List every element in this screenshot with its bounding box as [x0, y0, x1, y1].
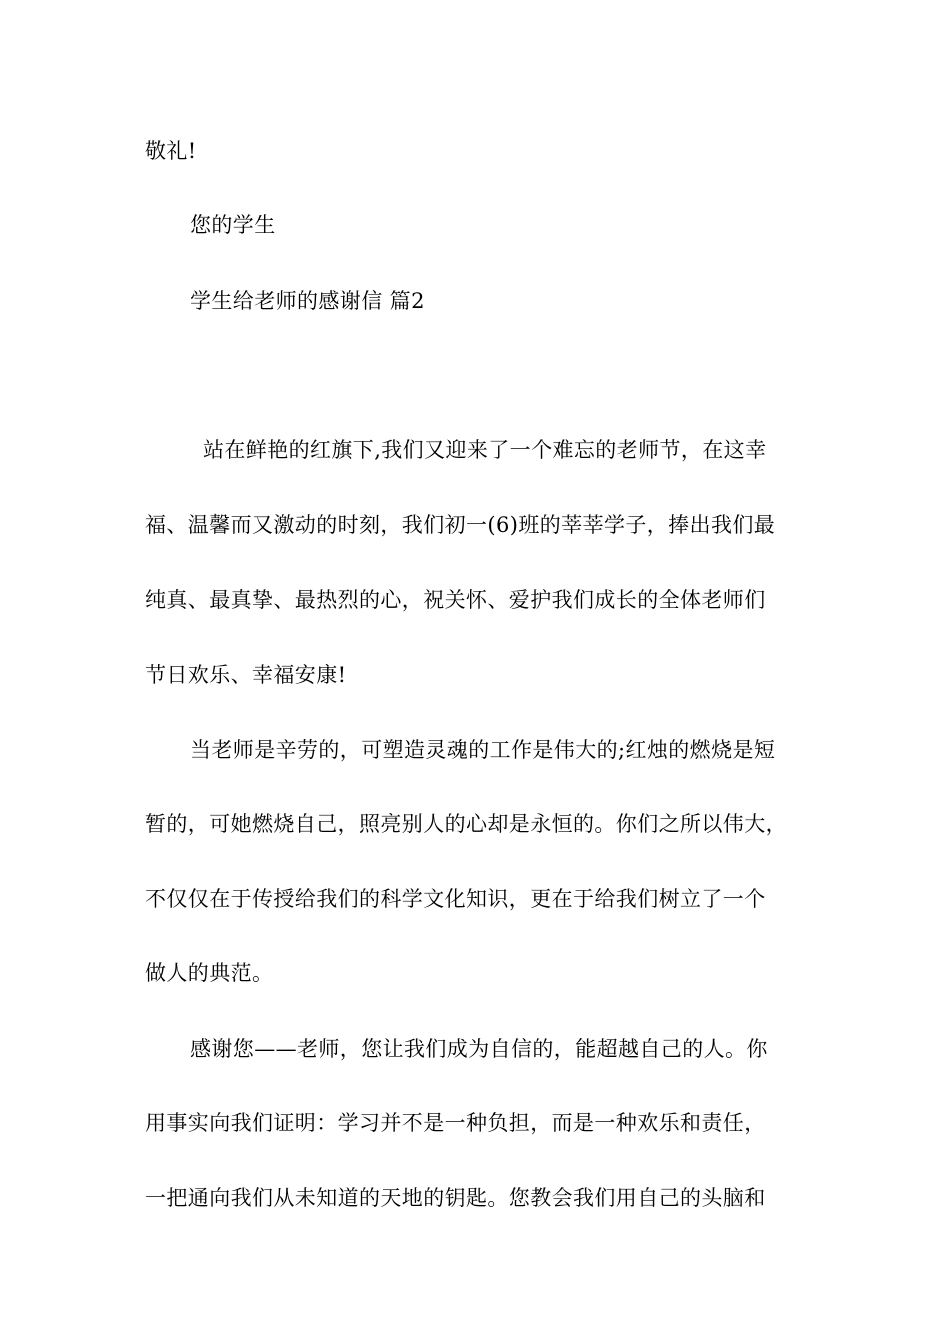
paragraph-line: 福、温馨而又激动的时刻，我们初一(6)班的莘莘学子，捧出我们最 [145, 513, 776, 537]
paragraph-line: 用事实向我们证明：学习并不是一种负担，而是一种欢乐和责任， [145, 1111, 766, 1135]
closing-signature: 您的学生 [190, 213, 276, 237]
paragraph-line: 不仅仅在于传授给我们的科学文化知识，更在于给我们树立了一个 [145, 887, 766, 911]
paragraph-line: 暂的，可她燃烧自己，照亮别人的心却是永恒的。你们之所以伟大， [145, 812, 787, 836]
paragraph-line: 纯真、最真挚、最热烈的心，祝关怀、爱护我们成长的全体老师们 [145, 588, 766, 612]
section-title: 学生给老师的感谢信 篇2 [190, 289, 425, 313]
paragraph-line: 站在鲜艳的红旗下,我们又迎来了一个难忘的老师节，在这幸 [203, 438, 767, 462]
closing-salute: 敬礼! [145, 139, 197, 163]
paragraph-line: 节日欢乐、幸福安康! [145, 663, 347, 687]
paragraph-line: 一把通向我们从未知道的天地的钥匙。您教会我们用自己的头脑和 [145, 1186, 766, 1210]
paragraph-line: 感谢您——老师，您让我们成为自信的，能超越自己的人。你 [190, 1037, 768, 1061]
paragraph-line: 做人的典范。 [145, 961, 274, 985]
paragraph-line: 当老师是辛劳的，可塑造灵魂的工作是伟大的;红烛的燃烧是短 [190, 738, 776, 762]
